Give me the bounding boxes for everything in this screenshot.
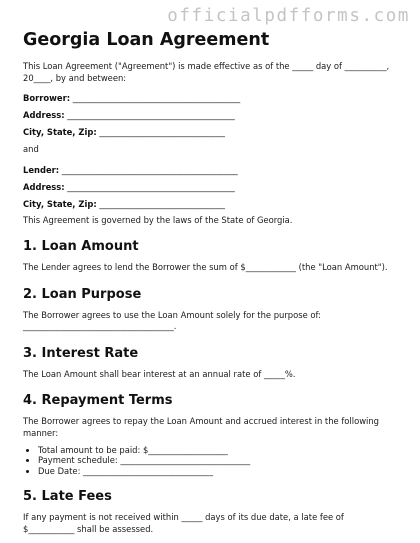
governing-law-text: This Agreement is governed by the laws of the State of Georgia.: [23, 214, 293, 225]
lender-address-line: ________________________________________: [64, 181, 235, 192]
borrower-name-label: Borrower:: [23, 93, 71, 103]
repayment-text: The Borrower agrees to repay the Loan Amount and accrued interest in the following manner:: [23, 416, 379, 438]
repayment-terms-list: [23, 445, 393, 476]
borrower-city-field: [23, 127, 393, 138]
interest-rate-heading: 3. Interest Rate: [23, 345, 139, 361]
borrower-address-label: Address:: [23, 110, 65, 120]
loan-purpose-text: The Borrower agrees to use the Loan Amount solely for the purpose of: ____________________________________.: [23, 309, 321, 331]
late-fees-heading: 5. Late Fees: [23, 489, 112, 505]
list-item-total-amount: • Total amount to be paid: $___________________: [38, 445, 393, 455]
and-text: and: [23, 144, 39, 154]
interest-rate-text: The Loan Amount shall bear interest at an annual rate of _____%.: [23, 368, 296, 379]
loan-purpose-heading: 2. Loan Purpose: [23, 286, 142, 302]
list-item-payment-schedule: • Payment schedule: _______________________________: [38, 455, 393, 465]
borrower-name-field: [23, 93, 393, 104]
borrower-city-line: ______________________________: [96, 127, 225, 137]
borrower-city-label: City, State, Zip:: [23, 127, 97, 137]
late-fees-text: If any payment is not received within _____ days of its due date, a late fee of $___________ shall be assessed.: [23, 512, 344, 534]
loan-amount-heading: 1. Loan Amount: [23, 239, 139, 254]
lender-city-line: ______________________________: [96, 198, 225, 209]
borrower-address-field: [23, 110, 393, 121]
lender-address-field: [23, 182, 393, 193]
lender-city-field: [23, 199, 393, 210]
lender-name-label: Lender:: [23, 164, 60, 175]
lender-name-field: [23, 165, 393, 176]
lender-city-label: City, State, Zip:: [23, 198, 97, 209]
document-page: [23, 28, 393, 535]
repayment-heading: 4. Repayment Terms: [23, 393, 173, 408]
borrower-address-line: ________________________________________: [64, 110, 235, 120]
lender-name-line: __________________________________________: [59, 164, 238, 175]
watermark: officialpdfforms.com: [167, 6, 410, 26]
lender-address-label: Address:: [23, 181, 65, 192]
borrower-name-line: ________________________________________: [70, 93, 241, 103]
loan-amount-text: The Lender agrees to lend the Borrower the sum of $____________ (the "Loan Amount").: [23, 262, 388, 272]
intro-paragraph: This Loan Agreement ("Agreement") is made effective as of the _____ day of __________, 20____, by and between:: [23, 61, 390, 83]
document-title: Georgia Loan Agreement: [23, 30, 270, 50]
list-item-due-date: • Due Date: _______________________________: [38, 466, 393, 476]
